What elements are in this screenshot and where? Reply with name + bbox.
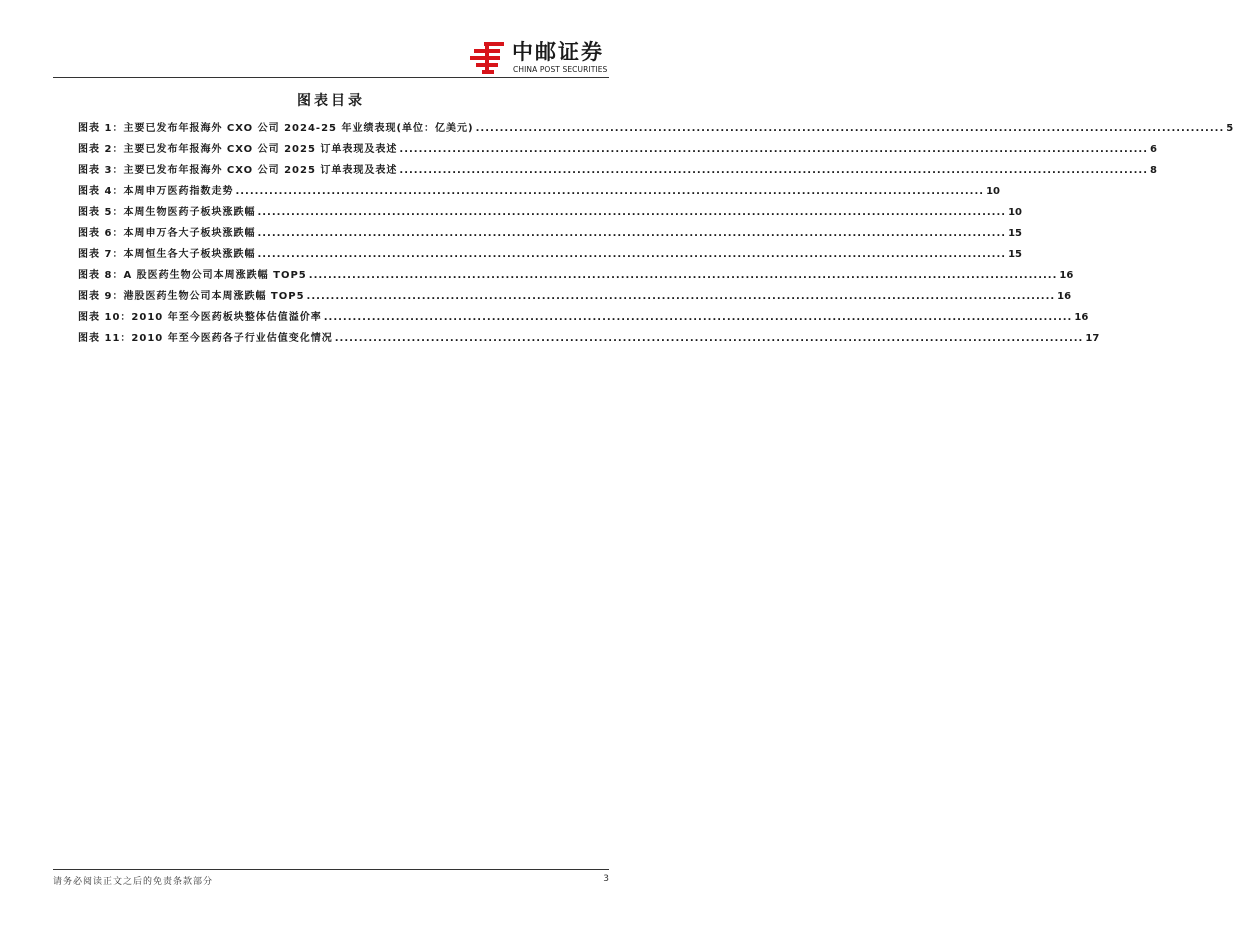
toc-entry[interactable] [78, 118, 1233, 139]
toc-entry-page: 17 [1085, 333, 1100, 344]
toc-dot-leader [399, 160, 1148, 181]
toc-entry-text: 本周申万医药指数走势 [123, 186, 234, 197]
toc-entry-label: 图表 6： [78, 228, 124, 239]
toc-entry-label: 图表 9： [78, 291, 124, 302]
logo-chinese-name: 中邮证券 [512, 40, 604, 64]
toc-entry-text: 本周恒生各大子板块涨跌幅 [123, 249, 256, 260]
footer-disclaimer: 请务必阅读正文之后的免责条款部分 [53, 877, 214, 887]
toc-dot-leader [235, 181, 984, 202]
toc-entry-label: 图表 1： [78, 123, 124, 134]
china-post-logo-icon [468, 40, 506, 76]
toc-entry[interactable] [78, 160, 1157, 181]
figure-table-of-contents [78, 118, 1233, 349]
toc-entry[interactable] [78, 181, 1000, 202]
toc-entry[interactable] [78, 265, 1074, 286]
toc-entry-text: 本周生物医药子板块涨跌幅 [123, 207, 256, 218]
logo-english-name: CHINA POST SECURITIES [513, 65, 608, 74]
company-logo [468, 40, 618, 76]
toc-entry-text: 港股医药生物公司本周涨跌幅 TOP5 [123, 291, 305, 302]
toc-entry-text: 主要已发布年报海外 CXO 公司 2025 订单表现及表述 [123, 165, 398, 176]
toc-dot-leader [335, 328, 1084, 349]
toc-entry-text: 2010 年至今医药各子行业估值变化情况 [131, 333, 333, 344]
toc-entry-label: 图表 2： [78, 144, 124, 155]
toc-entry-text: A 股医药生物公司本周涨跌幅 TOP5 [123, 270, 307, 281]
toc-dot-leader [257, 244, 1006, 265]
toc-entry-page: 16 [1059, 270, 1074, 281]
header-divider [53, 77, 609, 78]
footer-divider [53, 869, 609, 870]
toc-dot-leader [399, 139, 1148, 160]
toc-entry-page: 8 [1150, 165, 1157, 176]
toc-entry[interactable] [78, 328, 1100, 349]
toc-entry[interactable] [78, 139, 1157, 160]
toc-entry-page: 5 [1226, 123, 1233, 134]
toc-entry-page: 16 [1074, 312, 1089, 323]
toc-entry-page: 10 [986, 186, 1000, 197]
page-number: 3 [603, 874, 609, 884]
toc-entry-page: 10 [1008, 207, 1022, 218]
toc-dot-leader [309, 265, 1058, 286]
toc-title: 图表目录 [297, 93, 365, 109]
toc-dot-leader [324, 307, 1073, 328]
toc-entry-label: 图表 10： [78, 312, 132, 323]
toc-entry[interactable] [78, 286, 1072, 307]
toc-dot-leader [476, 118, 1225, 139]
toc-entry[interactable] [78, 202, 1022, 223]
toc-entry-page: 15 [1008, 228, 1022, 239]
toc-dot-leader [257, 223, 1006, 244]
toc-entry[interactable] [78, 244, 1022, 265]
toc-entry-label: 图表 8： [78, 270, 124, 281]
toc-entry-label: 图表 4： [78, 186, 124, 197]
toc-entry-text: 2010 年至今医药板块整体估值溢价率 [131, 312, 322, 323]
toc-entry[interactable] [78, 307, 1089, 328]
toc-dot-leader [257, 202, 1006, 223]
toc-entry-text: 主要已发布年报海外 CXO 公司 2024-25 年业绩表现(单位：亿美元) [123, 123, 474, 134]
toc-entry-label: 图表 3： [78, 165, 124, 176]
toc-entry-page: 15 [1008, 249, 1022, 260]
toc-entry-page: 6 [1150, 144, 1157, 155]
page-header [0, 0, 662, 80]
toc-entry-text: 本周申万各大子板块涨跌幅 [123, 228, 256, 239]
toc-entry-text: 主要已发布年报海外 CXO 公司 2025 订单表现及表述 [123, 144, 398, 155]
toc-dot-leader [307, 286, 1056, 307]
toc-entry[interactable] [78, 223, 1022, 244]
toc-entry-label: 图表 5： [78, 207, 124, 218]
toc-entry-label: 图表 7： [78, 249, 124, 260]
toc-entry-label: 图表 11： [78, 333, 132, 344]
toc-entry-page: 16 [1057, 291, 1072, 302]
